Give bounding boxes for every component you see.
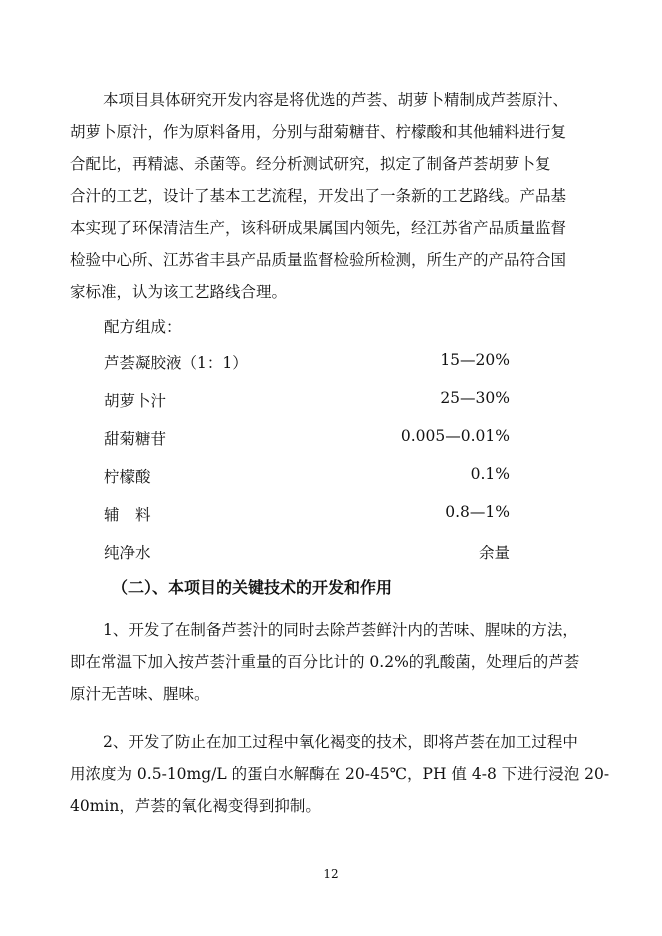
formula-ingredient: 芦荟凝胶液（1：1） xyxy=(104,354,248,372)
formula-proportion: 0.1% xyxy=(470,465,510,483)
intro-line: 合汁的工艺，设计了基本工艺流程，开发出了一条新的工艺路线。产品基 xyxy=(70,187,567,205)
formula-proportion: 余量 xyxy=(478,544,510,562)
formula-proportion: 0.005—0.01% xyxy=(400,427,510,445)
intro-line: 本项目具体研究开发内容是将优选的芦荟、胡萝卜精制成芦荟原汁、 xyxy=(103,91,569,109)
intro-line: 本实现了环保清洁生产，该科研成果属国内领先，经江苏省产品质量监督 xyxy=(70,219,567,237)
intro-line: 胡萝卜原汁，作为原料备用，分别与甜菊糖苷、柠檬酸和其他辅料进行复 xyxy=(70,123,567,141)
formula-proportion: 15—20% xyxy=(440,351,510,369)
page-number: 12 xyxy=(323,867,339,881)
section-heading: （二）、本项目的关键技术的开发和作用 xyxy=(112,578,393,597)
paragraph-technique-1 xyxy=(70,614,590,710)
paragraph-line: 即在常温下加入按芦荟汁重量的百分比计的 0.2%的乳酸菌，处理后的芦荟 xyxy=(70,653,580,671)
paragraph-line: 40min，芦荟的氧化褐变得到抑制。 xyxy=(70,797,321,815)
intro-line: 合配比，再精滤、杀菌等。经分析测试研究，拟定了制备芦荟胡萝卜复 xyxy=(70,155,551,173)
formula-ingredient: 甜菊糖苷 xyxy=(104,430,167,448)
intro-line: 检验中心所、江苏省丰县产品质量监督检验所检测，所生产的产品符合国 xyxy=(70,251,567,269)
paragraph-line: 1、开发了在制备芦荟汁的同时去除芦荟鲜汁内的苦味、腥味的方法， xyxy=(103,621,578,639)
formula-ingredient: 胡萝卜汁 xyxy=(104,392,167,410)
formula-ingredient: 辅 料 xyxy=(104,506,151,524)
formula-proportion: 25—30% xyxy=(440,389,510,407)
intro-line: 家标准，认为该工艺路线合理。 xyxy=(70,283,288,301)
formula-ingredient: 纯净水 xyxy=(104,544,151,562)
paragraph-line: 用浓度为 0.5-10mg/L 的蛋白水解酶在 20-45℃，PH 值 4-8 下进行浸泡 20- xyxy=(70,765,610,783)
paragraph-technique-2 xyxy=(70,726,610,822)
formula-proportion: 0.8—1% xyxy=(445,503,510,521)
paragraph-line: 2、开发了防止在加工过程中氧化褐变的技术，即将芦荟在加工过程中 xyxy=(103,733,578,751)
paragraph-line: 原汁无苦味、腥味。 xyxy=(70,685,210,703)
formula-ingredient: 柠檬酸 xyxy=(104,468,151,486)
intro-paragraph xyxy=(70,84,590,308)
formula-label: 配方组成： xyxy=(104,318,182,336)
